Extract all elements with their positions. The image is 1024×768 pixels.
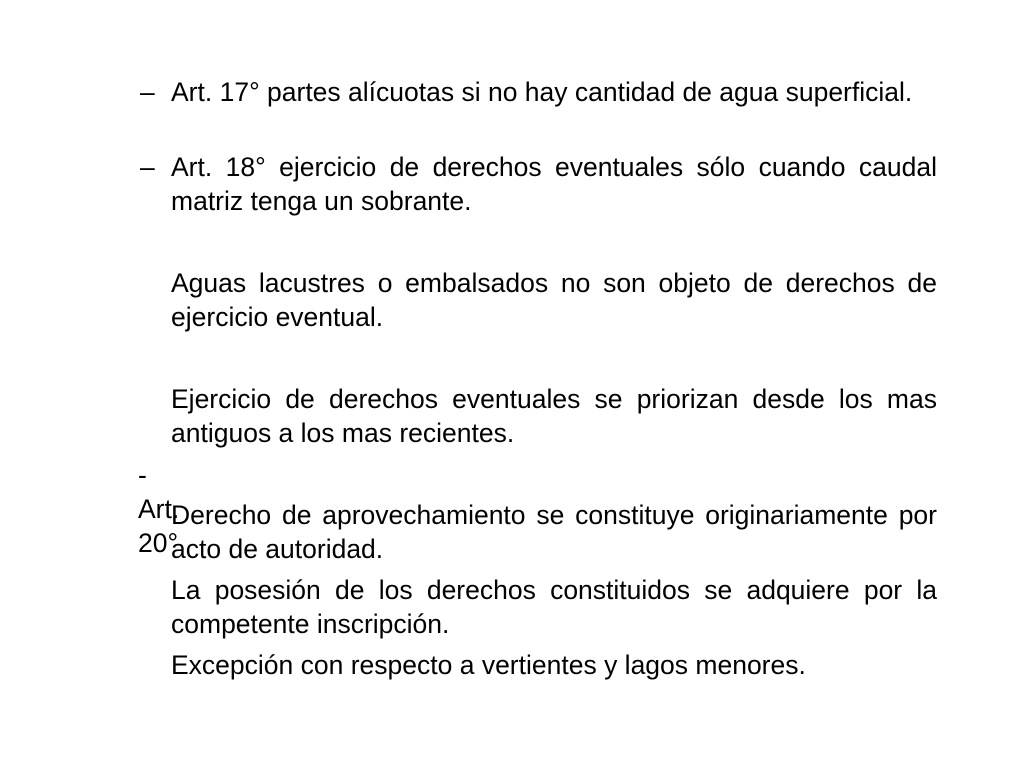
bullet-dash: – xyxy=(140,152,155,182)
paragraph-text: Aguas lacustres o embalsados no son objeto de derechos de ejercicio eventual. xyxy=(171,268,937,332)
paragraph-text: Ejercicio de derechos eventuales se priorizan desde los mas antiguos a los mas recientes. xyxy=(171,384,937,448)
paragraph-text: La posesión de los derechos constituidos se adquiere por la competente inscripción. xyxy=(171,575,937,639)
heading-text: - Art. 20° xyxy=(138,460,180,558)
paragraph-text: Derecho de aprovechamiento se constituye originariamente por acto de autoridad. xyxy=(171,500,937,564)
bullet-text: Art. 18° ejercicio de derechos eventuales sólo cuando caudal matriz tenga un sobrante. xyxy=(171,152,937,216)
bullet-dash: – xyxy=(140,77,155,107)
bullet-text: Art. 17° partes alícuotas si no hay cantidad de agua superficial. xyxy=(171,77,913,107)
paragraph-text: Excepción con respecto a vertientes y lagos menores. xyxy=(171,650,806,680)
